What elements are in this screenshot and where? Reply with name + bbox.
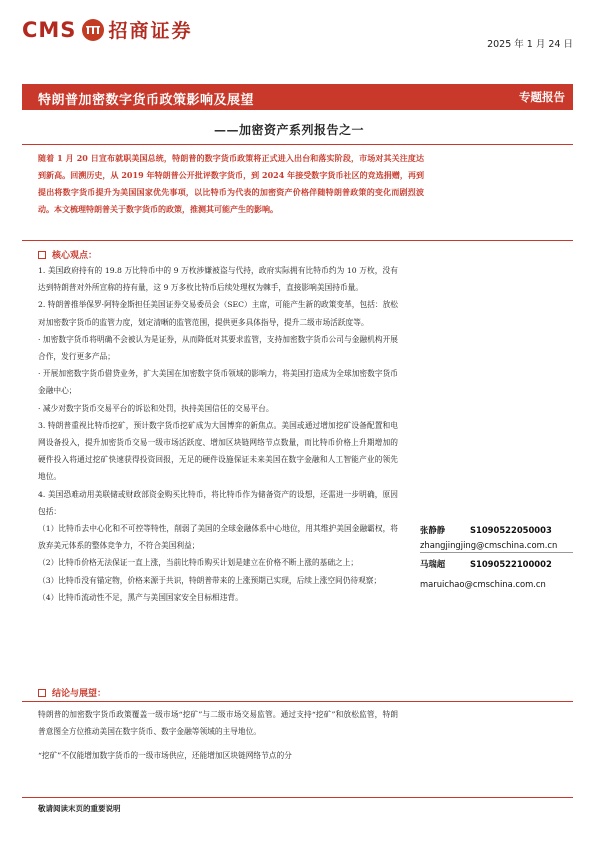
- abstract-bottom-divider: [22, 240, 573, 241]
- outlook-points: [38, 706, 398, 765]
- cms-coin-badge-icon: [82, 19, 104, 41]
- list-item: （2）比特币价格无法保证一直上涨，当前比特币购买计划是建立在价格不断上涨的基础之上；: [38, 558, 359, 568]
- logo-text-cn: 招商证券: [108, 20, 193, 42]
- list-item: 3. 特朗普重视比特币挖矿，预计数字货币挖矿成为大国博弈的新焦点。美国或通过增加挖矿设备配置和电网设备投入，提升加密货币交易一级市场活跃度、增加区块链网络节点数量，而比特币价格上升期增加的硬件投入将通过挖矿快速获得投资回报，无足的硬件设施保证未来美国在数字金融和人工智能产业的领先地位。: [38, 420, 398, 482]
- page-header: [0, 0, 595, 64]
- report-title: 特朗普加密数字货币政策影响及展望: [38, 93, 255, 108]
- abstract-top-divider: [22, 144, 573, 145]
- analyst-license: S1090522050003: [470, 525, 552, 535]
- square-bullet-icon: [38, 251, 46, 259]
- square-bullet-icon: [38, 689, 46, 697]
- list-item: 4. 美国恐难动用美联储或财政部资金购买比特币，将比特币作为储备资产的设想，还需进一步明确，原因包括：: [38, 489, 398, 516]
- core-section-title: 核心观点：: [52, 251, 98, 261]
- analyst-card: [420, 558, 580, 589]
- logo-text-en: CMS: [22, 17, 77, 42]
- core-section-heading: [38, 248, 97, 261]
- analyst-name: 马瑞超: [420, 559, 446, 569]
- title-bar: [22, 84, 573, 110]
- outlook-divider: [22, 701, 573, 702]
- list-item: · 开展加密数字货币借贷业务，扩大美国在加密数字货币领域的影响力，将美国打造成为全球加密数字货币金融中心；: [38, 369, 398, 396]
- report-subtitle: ——加密资产系列报告之一: [214, 123, 365, 137]
- core-points: [38, 262, 398, 606]
- analyst-email[interactable]: zhangjingjing@cmschina.com.cn: [420, 540, 558, 550]
- footer-divider: [22, 797, 573, 798]
- list-item: · 减少对数字货币交易平台的诉讼和处罚，执持美国信任的交易平台。: [38, 403, 274, 413]
- footer-disclaimer-note: 敬请阅读末页的重要说明: [38, 804, 121, 813]
- analyst-name: 张静静: [420, 525, 446, 535]
- list-item: （1）比特币去中心化和不可控等特性，削弱了美国的全球金融体系中心地位，用其维护美国金融霸权，将放弃美元体系的整体竞争力，不符合美国利益；: [38, 524, 398, 551]
- list-item: （3）比特币没有锚定物，价格来源于共识，特朗普带来的上涨预期已实现，后续上涨空间仍待观察；: [38, 575, 382, 585]
- analyst-license: S1090522100002: [470, 559, 552, 569]
- list-item: 特朗普的加密数字货币政策覆盖一级市场“挖矿”与二级市场交易监管。通过支持“挖矿”和放松监管，特朗普意图全方位推动美国在数字货币、数字金融等领域的主导地位。: [38, 710, 398, 737]
- cms-logo: [22, 16, 192, 43]
- list-item: 2. 特朗普推举保罗·阿特金斯担任美国证券交易委员会（SEC）主席，可能产生新的政策变革，包括：放松对加密数字货币的监管力度，划定清晰的监管范围，提供更多具体指导，提升二级市场活跃度等。: [38, 300, 398, 327]
- outlook-section-title: 结论与展望：: [52, 689, 107, 699]
- list-item: 1. 美国政府持有的 19.8 万比特币中的 9 万枚涉嫌被盗与代持，政府实际拥有比特币约为 10 万枚，没有达到特朗普对外所宣称的持有量，这 9 万多枚比特币后续处理权为棘手，直接影响美国持币量。: [38, 266, 398, 293]
- analyst-divider: [420, 552, 573, 553]
- list-item: · 加密数字货币将明确不会被认为是证券，从而降低对其要求监管，支持加密数字货币公司与金融机构开展合作，发行更多产品；: [38, 334, 398, 362]
- report-date: 2025 年 1 月 24 日: [487, 39, 573, 50]
- abstract-text: 随着 1 月 20 日宣布就职美国总统，特朗普的数字货币政策将正式进入出台和落实阶段，市场对其关注度达到新高。回溯历史，从 2019 年特朗普公开批评数字货币，到 2024 年接受数字货币社区的竞选捐赠，再到提出将数字货币提升为美国国家优先事项，以比特币为代表的加密资产价格伴随特朗普政策的变化而剧烈波动。本文梳理特朗普关于数字货币的政策，推测其可能产生的影响。: [38, 153, 424, 214]
- list-item: （4）比特币流动性不足，黑产与美国国家安全目标相违背。: [38, 592, 243, 602]
- report-category: 专题报告: [519, 90, 565, 104]
- analyst-card: [420, 524, 580, 550]
- outlook-section-heading: [38, 686, 106, 699]
- analyst-email[interactable]: maruichao@cmschina.com.cn: [420, 579, 546, 589]
- list-item: “挖矿”不仅能增加数字货币的一级市场供应，还能增加区块链网络节点的分: [38, 751, 292, 761]
